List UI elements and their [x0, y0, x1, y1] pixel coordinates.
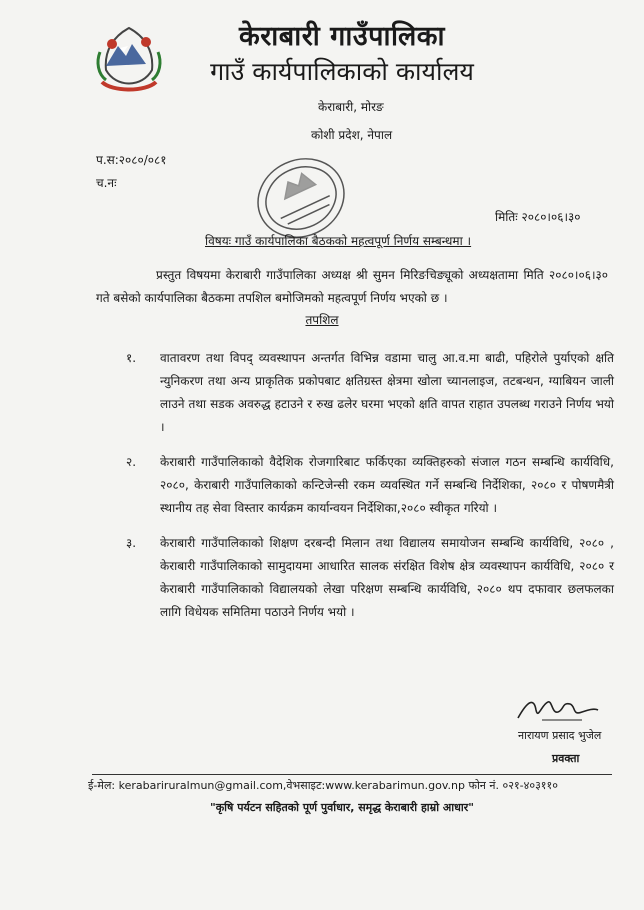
subject-line: विषयः गाउँ कार्यपालिका बैठकको महत्वपूर्ण निर्णय सम्बन्धमा ।: [205, 234, 472, 248]
intro-paragraph: प्रस्तुत विषयमा केराबारी गाउँपालिका अध्यक्ष श्री सुमन मिरिङचिङ्यूको अध्यक्षतामा मिति २०८०।०६।३० गते बसेको कार्यपालिका बैठकमा तपशिल बमोजिमको महत्वपूर्ण निर्णय भएको छ ।: [96, 268, 608, 305]
footer-motto: "कृषि पर्यटन सहितको पूर्ण पुर्वाधार, समृद्ध केराबारी हाम्रो आधार": [210, 801, 474, 814]
footer-contact: ई-मेल: kerabariruralmun@gmail.com,वेभसाइट:www.kerabarimun.gov.np फोन नं. ०२१-४०३११०: [88, 779, 558, 792]
decision-item: [126, 347, 614, 439]
decision-item: [126, 451, 614, 520]
org-name: केराबारी गाउँपालिका: [239, 21, 445, 52]
footer-divider: [92, 774, 612, 775]
decision-text: केराबारी गाउँपालिकाको शिक्षण दरबन्दी मिलान तथा विद्यालय समायोजन सम्बन्धि कार्यविधि, २०८० , केराबारी गाउँपालिकाको सामुदायमा आधारित सालक संरक्षित विशेष क्षेत्र व्यवस्थापन कार्यविधि, २०८० र केराबारी गाउँपालिकाको विद्यालयको लेखा परिक्षण सम्बन्धि कार्यविधि, २०८० थप दफावार छलफलका लागि विधेयक समितिमा पठाउने निर्णय भयो ।: [160, 536, 614, 619]
decision-number: ३.: [126, 536, 137, 550]
decision-item: [126, 532, 614, 624]
office-name: गाउँ कार्यपालिकाको कार्यालय: [210, 57, 474, 86]
decision-list: [126, 347, 614, 636]
chalani-number: च.नः: [96, 176, 117, 190]
decision-text: केराबारी गाउँपालिकाको वैदेशिक रोजगारिबाट फर्किएका व्यक्तिहरुको संजाल गठन सम्बन्धि कार्यविधि, २०८०, केराबारी गाउँपालिकाको कन्टिजेन्सी रकम व्यवस्थित गर्ने सम्बन्धि निर्देशिका, २०८० र पोषणमैत्री स्थानीय तह सेवा विस्तार कार्यक्रम कार्यान्वयन निर्देशिका,२०८० स्वीकृत गरियो ।: [160, 455, 614, 515]
tapsil-heading: तपशिल: [305, 313, 339, 327]
signatory-title: प्रवक्ता: [552, 752, 580, 765]
signatory-name: नारायण प्रसाद भुजेल: [518, 729, 602, 742]
address-line-2: कोशी प्रदेश, नेपाल: [311, 128, 393, 142]
decision-number: १.: [126, 351, 137, 365]
decision-number: २.: [126, 455, 137, 469]
address-line-1: केराबारी, मोरङ: [318, 100, 384, 114]
letter-date: मितिः २०८०।०६।३०: [495, 210, 581, 224]
decision-text: वातावरण तथा विपद् व्यवस्थापन अन्तर्गत विभिन्न वडामा चालु आ.व.मा बाढी, पहिरोले पुर्याएको क्षति न्युनिकरण तथा अन्य प्राकृतिक प्रकोपबाट क्षतिग्रस्त क्षेत्रमा खोला च्यानलाइज, तटबन्धन, ग्याबियन जाली लाउने तथा सडक अवरुद्ध हटाउने र रुख ढलेर घरमा भएको क्षति वापत राहात उपलब्ध गराउने निर्णय भयो ।: [160, 351, 614, 434]
signature-icon: [512, 690, 602, 730]
patra-sankhya: प.स:२०८०/०८१: [96, 153, 167, 167]
